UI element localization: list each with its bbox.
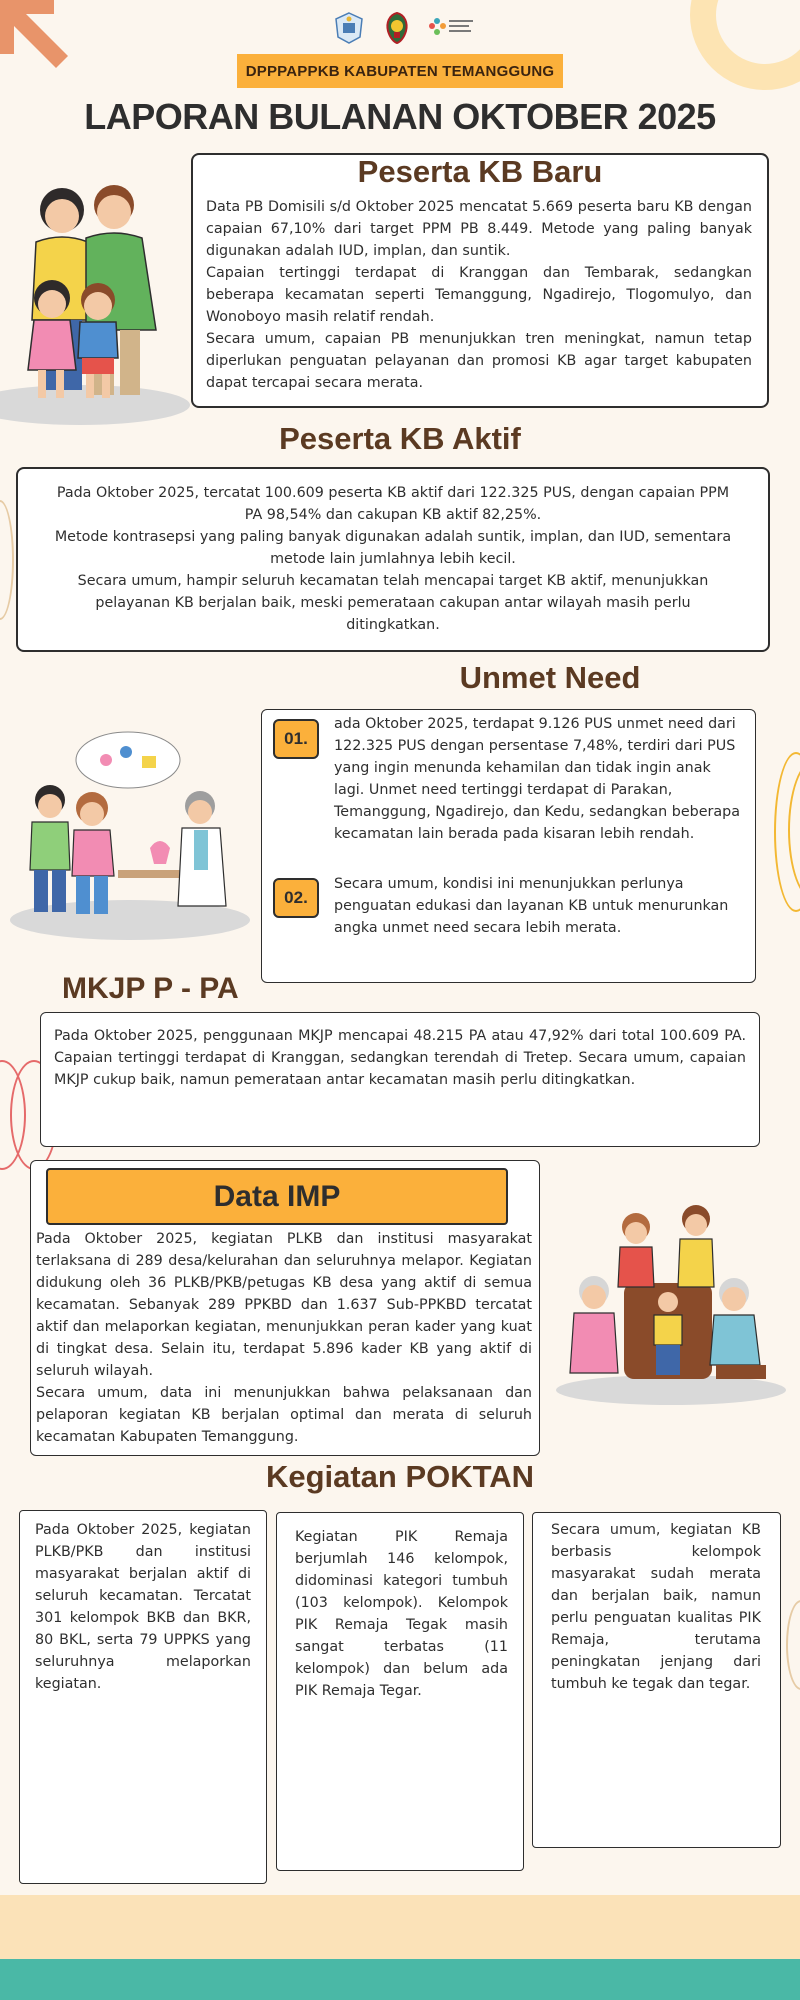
paragraph: Metode kontrasepsi yang paling banyak digunakan adalah suntik, implan, dan IUD, sementara metode lain jumlahnya lebih kecil. — [54, 529, 732, 567]
poktan-text: Kegiatan PIK Remaja berjumlah 146 kelompok, didominasi kategori tumbuh (103 kelompok). Kelompok PIK Remaja Tegak masih sangat terbatas (11 kelompok) dan belum ada PIK Remaja Tegar. — [295, 1529, 508, 1699]
kabupaten-logo-icon — [332, 11, 366, 45]
kb-aktif-title: Peserta KB Aktif — [279, 421, 521, 456]
decorative-ring — [0, 500, 14, 620]
paragraph: Secara umum, capaian PB menunjukkan tren meningkat, namun tetap diperlukan penguatan pelayanan dan promosi KB agar target kabupaten dapat tercapai secara merata. — [206, 331, 752, 391]
mkjp-text: Pada Oktober 2025, penggunaan MKJP mencapai 48.215 PA atau 47,92% dari total 100.609 PA. Capaian tertinggi terdapat di Kranggan, sedangkan terendah di Tretep. Secara umum, capaian MKJP cukup baik, namun pemerataan antar kecamatan masih perlu ditingkatkan. — [54, 1028, 746, 1088]
unmet-need-title: Unmet Need — [459, 660, 641, 695]
mkjp-title: MKJP P - PA — [62, 972, 239, 1005]
paragraph: Secara umum, hampir seluruh kecamatan telah mencapai target KB aktif, menunjukkan pelayanan KB berjalan baik, meski pemerataan cakupan antar wilayah masih perlu ditingkatkan. — [77, 573, 709, 633]
garuda-emblem-icon — [380, 11, 414, 45]
paragraph: Data PB Domisili s/d Oktober 2025 mencatat 5.669 peserta baru KB dengan capaian 67,10% dari target PPM PB 8.449. Metode yang paling banyak digunakan adalah IUD, implan, dan suntik. — [206, 199, 752, 259]
imp-text — [36, 1228, 532, 1448]
grandparents-family-illustration-icon — [556, 1205, 786, 1405]
number-badge: 01. — [273, 719, 319, 759]
organization-badge: DPPPAPPKB KABUPATEN TEMANGGUNG — [237, 54, 563, 88]
corner-arrow-icon — [0, 0, 72, 72]
decorative-ring — [690, 0, 800, 90]
header-logos — [330, 8, 480, 48]
kb-baru-text — [206, 196, 752, 394]
unmet-need-item-text: ada Oktober 2025, terdapat 9.126 PUS unmet need dari 122.325 PUS dengan persentase 7,48%, terdiri dari PUS yang ingin menunda kehamilan dan tidak ingin anak lagi. Unmet need tertinggi terdapat di Parakan, Temanggung, Ngadirejo, dan Kedu, sedangkan beberapa kecamatan lain berada pada kisaran lebih rendah. — [334, 716, 740, 842]
footer-band — [0, 1895, 800, 1959]
footer-band — [0, 1959, 800, 2000]
paragraph: Capaian tertinggi terdapat di Kranggan dan Tembarak, sedangkan beberapa kecamatan seperti Temanggung, Ngadirejo, Tlogomulyo, dan Wonoboyo masih relatif rendah. — [206, 265, 752, 325]
poktan-title: Kegiatan POKTAN — [265, 1459, 535, 1494]
kb-aktif-text — [50, 482, 736, 636]
paragraph: Pada Oktober 2025, tercatat 100.609 peserta KB aktif dari 122.325 PUS, dengan capaian PPM PA 98,54% dan cakupan KB aktif 82,25%. — [56, 485, 730, 523]
poktan-text: Secara umum, kegiatan KB berbasis kelompok masyarakat sudah merata dan berjalan baik, namun perlu penguatan kualitas PIK Remaja, terutama peningkatan jenjang dari tumbuh ke tegak dan tegar. — [551, 1522, 761, 1692]
page-title: LAPORAN BULANAN OKTOBER 2025 — [84, 96, 716, 137]
imp-title: Data IMP — [46, 1168, 508, 1225]
paragraph: Pada Oktober 2025, kegiatan PLKB dan institusi masyarakat terlaksana di 289 desa/kelurahan dan seluruhnya melapor. Kegiatan didukung oleh 36 PLKB/PKB/petugas KB desa yang aktif di semua kecamatan. Sebanyak 289 PPKBD dan 1.637 Sub-PPKBD tercatat aktif dan melaporkan kegiatan, menunjukkan peran kader yang kuat di tingkat desa. Selain itu, terdapat 5.896 kader KB yang aktif di seluruh wilayah. — [36, 1231, 532, 1379]
kb-baru-title: Peserta KB Baru — [357, 154, 603, 189]
unmet-need-item-text: Secara umum, kondisi ini menunjukkan perlunya penguatan edukasi dan layanan KB untuk menurunkan angka unmet need secara lebih merata. — [334, 876, 729, 936]
number-badge: 02. — [273, 878, 319, 918]
family-illustration-icon — [0, 180, 190, 425]
bkkbn-logo-icon — [428, 11, 478, 45]
paragraph: Secara umum, data ini menunjukkan bahwa pelaksanaan dan pelaporan kegiatan KB berjalan optimal dan merata di seluruh kecamatan Kabupaten Temanggung. — [36, 1385, 532, 1445]
doctor-consultation-illustration-icon — [10, 730, 250, 942]
poktan-text: Pada Oktober 2025, kegiatan PLKB/PKB dan institusi masyarakat berjalan aktif di seluruh kecamatan. Tercatat 301 kelompok BKB dan BKR, 80 BKL, serta 79 UPPKS yang seluruhnya melaporkan kegiatan. — [35, 1522, 251, 1692]
decorative-ring — [786, 1600, 800, 1690]
